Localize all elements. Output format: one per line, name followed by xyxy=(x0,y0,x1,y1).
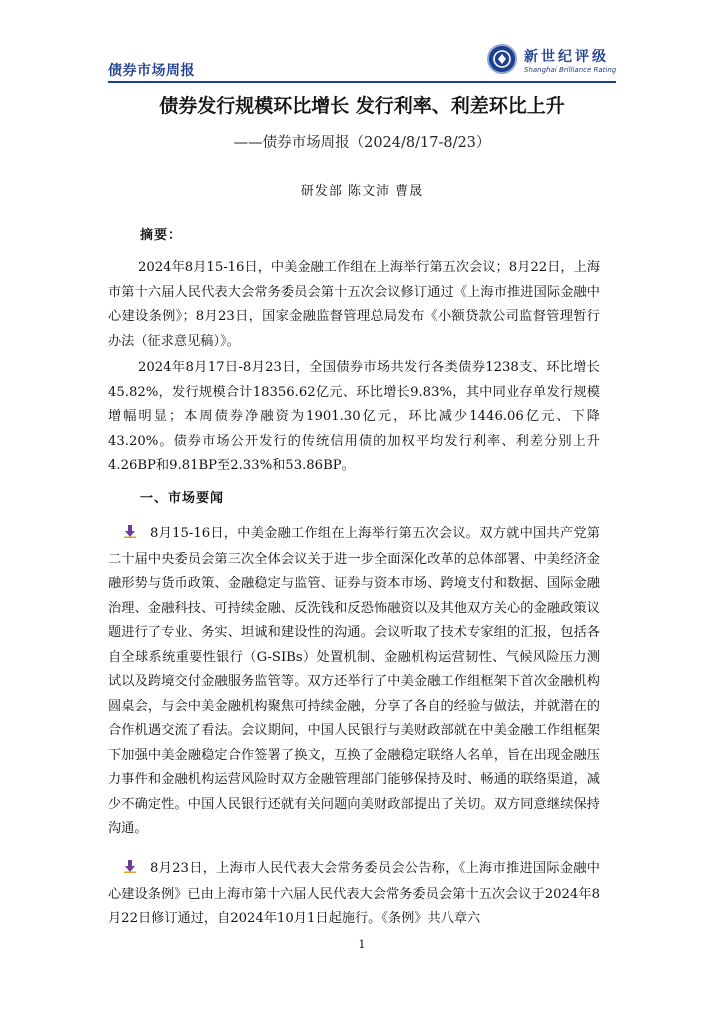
logo-emblem-icon xyxy=(487,44,517,74)
report-main-title: 债券发行规模环比增长 发行利率、利差环比上升 xyxy=(159,95,565,117)
news-item-1-text: 8月15-16日，中美金融工作组在上海举行第五次会议。双方就中国共产党第二十届中央委员会第三次全体会议关于进一步全面深化改革的总体部署、中美经济金融形势与货币政策、金融稳定与监管、证券与资本市场、跨境支付和数据、国际金融治理、金融科技、可持续金融、反洗钱和反恐怖融资以及其他双方关心的金融政策议题进行了专业、务实、坦诚和建设性的沟通。会议听取了技术专家组的汇报，包括各自全球系统重要性银行（G-SIBs）处置机制、金融机构运营韧性、气候风险压力测试以及跨境交付金融服务监管等。双方还举行了中美金融工作组框架下首次金融机构圆桌会，与会中美金融机构聚焦可持续金融，分享了各自的经验与做法，并就潜在的合作机遇交流了看法。会议期间，中国人民银行与美财政部就在中美金融工作组框架下加强中美金融稳定合作签署了换文，互换了金融稳定联络人名单，旨在出现金融压力事件和金融机构运营风险时双方金融管理部门能够保持及时、畅通的联络渠道，减少不确定性。中国人民银行还就有关问题向美财政部提出了关切。双方同意继续保持沟通。 xyxy=(108,526,600,836)
abstract-paragraph-2: 2024年8月17日-8月23日，全国债券市场共发行各类债券1238支、环比增长45.82%，发行规模合计18356.62亿元、环比增长9.83%，其中同业存单发行规模增幅明显；本周债券净融资为1901.30亿元，环比减少1446.06亿元、下降43.20%。债券市场公开发行的传统信用债的加权平均发行利率、利差分别上升4.26BP和9.81BP至2.33%和53.86BP。 xyxy=(108,360,600,473)
arrow-bullet-icon xyxy=(124,858,140,883)
abstract-paragraph-1: 2024年8月15-16日，中美金融工作组在上海举行第五次会议；8月22日，上海市第十六届人民代表大会常务委员会第十五次会议修订通过《上海市推进国际金融中心建设条例》；8月23日，国家金融监督管理总局发布《小额贷款公司监督管理暂行办法（征求意见稿）》。 xyxy=(108,260,600,349)
abstract-label: 摘要： xyxy=(140,228,183,243)
report-authors: 研发部 陈文沛 曹晟 xyxy=(300,184,424,199)
header-divider xyxy=(108,81,616,83)
logo-chinese-name: 新世纪评级 xyxy=(524,49,609,65)
page-number: 1 xyxy=(358,938,366,951)
report-series-title: 债券市场周报 xyxy=(108,63,195,79)
logo-english-name: Shanghai Brilliance Rating xyxy=(524,66,617,74)
news-item-2-text: 8月23日，上海市人民代表大会常务委员会公告称，《上海市推进国际金融中心建设条例》已由上海市第十六届人民代表大会常务委员会第十五次会议于2024年8月22日修订通过，自2024年10月1日起施行。《条例》共八章六 xyxy=(108,861,600,926)
news-item-2 xyxy=(108,857,600,932)
section-heading-market-news: 一、市场要闻 xyxy=(140,491,225,506)
report-subtitle: ——债券市场周报（2024/8/17-8/23） xyxy=(233,135,491,151)
arrow-bullet-icon xyxy=(124,523,140,548)
news-item-1 xyxy=(108,522,600,842)
company-logo xyxy=(487,44,622,80)
